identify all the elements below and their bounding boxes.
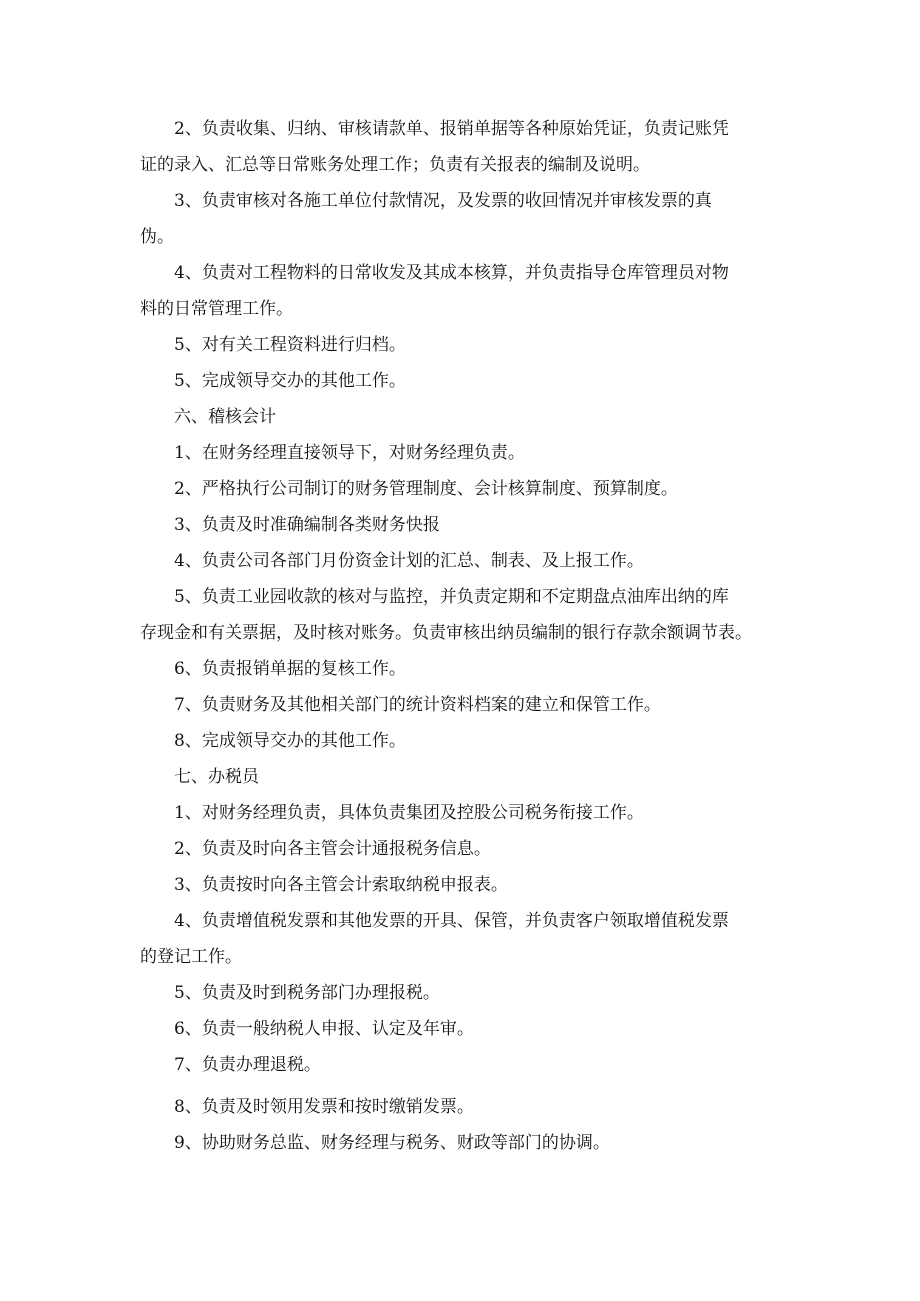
- paragraph: [140, 795, 792, 831]
- paragraph-line: 5、负责及时到税务部门办理报税。: [174, 983, 440, 1003]
- paragraph-line: 6、负责一般纳税人申报、认定及年审。: [174, 1019, 474, 1039]
- paragraph: [140, 903, 792, 975]
- paragraph: [140, 183, 792, 255]
- paragraph: [140, 579, 792, 651]
- paragraph-line: 9、协助财务总监、财务经理与税务、财政等部门的协调。: [174, 1133, 610, 1153]
- paragraph-line: 4、负责增值税发票和其他发票的开具、保管，并负责客户领取增值税发票: [174, 911, 729, 931]
- paragraph-line: 7、负责办理退税。: [174, 1055, 321, 1075]
- paragraph: [140, 363, 792, 399]
- paragraph-line: 8、完成领导交办的其他工作。: [174, 731, 406, 751]
- paragraph-line: 2、负责及时向各主管会计通报税务信息。: [174, 839, 491, 859]
- paragraph-line: 8、负责及时领用发票和按时缴销发票。: [174, 1097, 474, 1117]
- paragraph: [140, 255, 792, 327]
- paragraph-line: 2、严格执行公司制订的财务管理制度、会计核算制度、预算制度。: [174, 479, 678, 499]
- paragraph-line: 2、负责收集、归纳、审核请款单、报销单据等各种原始凭证，负责记账凭: [174, 119, 729, 139]
- paragraph-continuation: 的登记工作。: [140, 947, 242, 967]
- paragraph-line: 4、负责对工程物料的日常收发及其成本核算，并负责指导仓库管理员对物: [174, 263, 729, 283]
- paragraph: [140, 543, 792, 579]
- paragraph-line: 3、负责审核对各施工单位付款情况，及发票的收回情况并审核发票的真: [174, 191, 712, 211]
- paragraph-line: 5、负责工业园收款的核对与监控，并负责定期和不定期盘点油库出纳的库: [174, 587, 729, 607]
- paragraph-line: 1、对财务经理负责，具体负责集团及控股公司税务衔接工作。: [174, 803, 644, 823]
- paragraph: [140, 435, 792, 471]
- paragraph-line: 5、对有关工程资料进行归档。: [174, 335, 406, 355]
- paragraph-line: 3、负责按时向各主管会计索取纳税申报表。: [174, 875, 508, 895]
- paragraph-continuation: 证的录入、汇总等日常账务处理工作；负责有关报表的编制及说明。: [140, 155, 650, 175]
- paragraph-continuation: 料的日常管理工作。: [140, 299, 293, 319]
- paragraph: [140, 1011, 792, 1047]
- paragraph: [140, 687, 792, 723]
- paragraph: [140, 831, 792, 867]
- section-heading: [140, 399, 792, 435]
- paragraph-line: 4、负责公司各部门月份资金计划的汇总、制表、及上报工作。: [174, 551, 644, 571]
- document-body: [140, 111, 792, 1161]
- paragraph-line: 3、负责及时准确编制各类财务快报: [174, 515, 440, 535]
- paragraph-line: 1、在财务经理直接领导下，对财务经理负责。: [174, 443, 525, 463]
- paragraph: [140, 867, 792, 903]
- paragraph: [140, 1047, 792, 1083]
- paragraph: [140, 507, 792, 543]
- paragraph: [140, 1125, 792, 1161]
- paragraph: [140, 471, 792, 507]
- paragraph-continuation: 存现金和有关票据，及时核对账务。负责审核出纳员编制的银行存款余额调节表。: [140, 623, 752, 643]
- paragraph: [140, 975, 792, 1011]
- paragraph-line: 7、负责财务及其他相关部门的统计资料档案的建立和保管工作。: [174, 695, 661, 715]
- paragraph: [140, 327, 792, 363]
- paragraph: [140, 1089, 792, 1125]
- section-heading-text: 七、办税员: [174, 767, 259, 787]
- paragraph: [140, 111, 792, 183]
- section-heading-text: 六、稽核会计: [174, 407, 276, 427]
- paragraph-line: 6、负责报销单据的复核工作。: [174, 659, 406, 679]
- paragraph: [140, 651, 792, 687]
- paragraph-line: 5、完成领导交办的其他工作。: [174, 371, 406, 391]
- section-heading: [140, 759, 792, 795]
- paragraph: [140, 723, 792, 759]
- paragraph-continuation: 伪。: [140, 227, 174, 247]
